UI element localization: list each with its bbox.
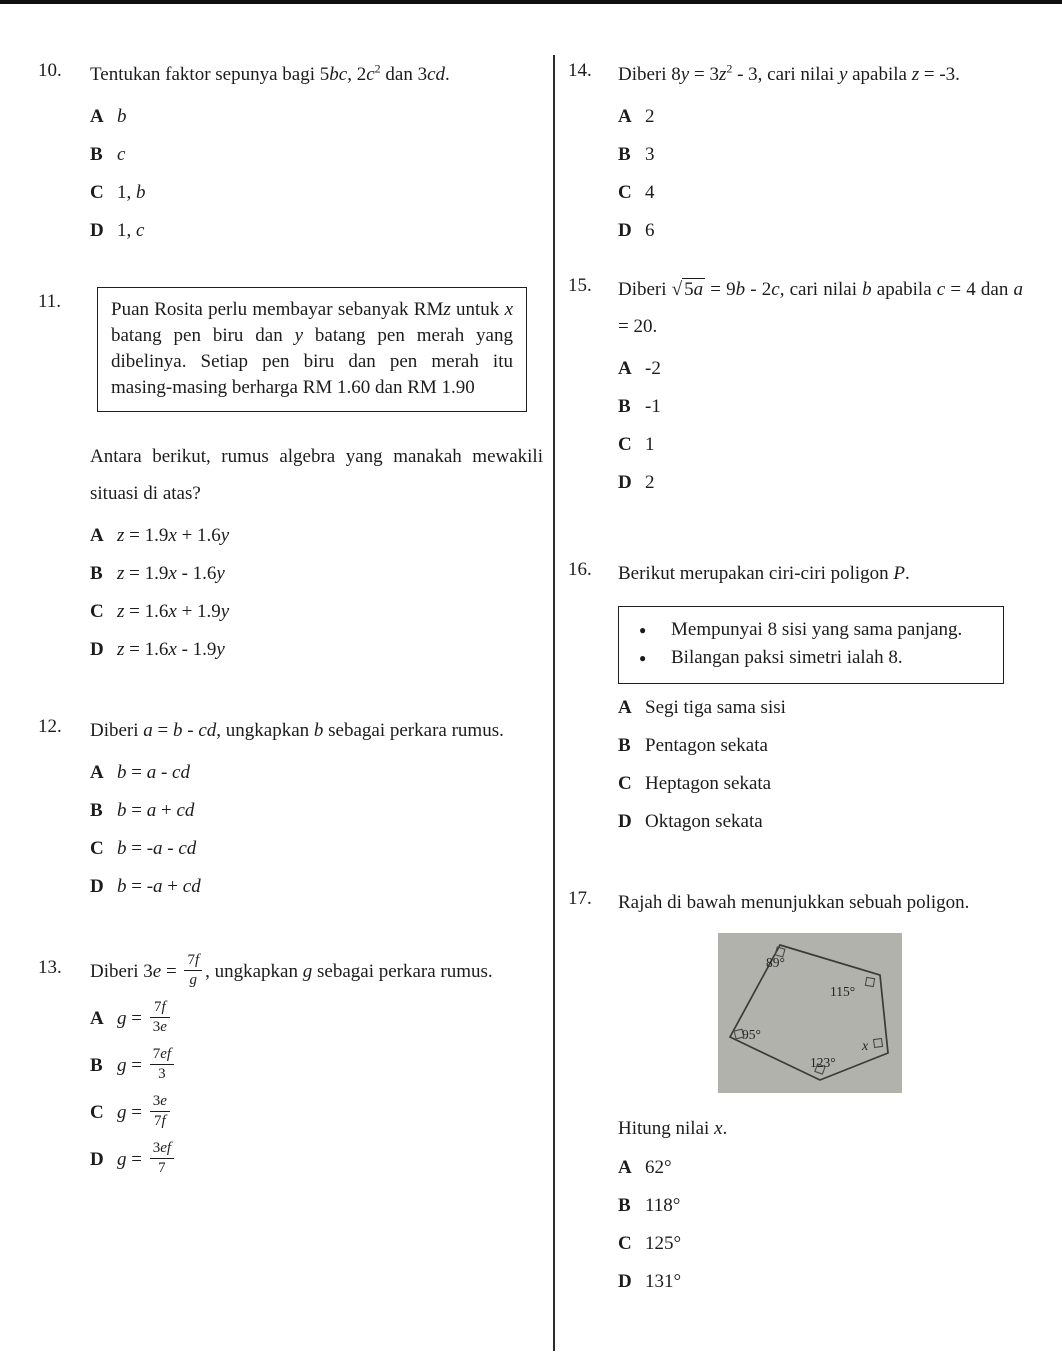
question-13-option-a [90, 1001, 543, 1038]
option-text: b [117, 106, 127, 127]
question-17-option-c [618, 1230, 1023, 1258]
question-13-options [90, 1001, 543, 1179]
question-11-statement-box: Puan Rosita perlu membayar sebanyak RMz untuk x batang pen biru dan y batang pen merah yang dibelinya. Setiap pen biru dan pen merah itu masing-masing berharga RM 1.60 dan RM 1.90 [97, 287, 527, 412]
question-10-options [90, 103, 543, 245]
option-text: g = $\frac{7ef}{3}$ [117, 1048, 543, 1085]
question-16-option-d [618, 808, 1023, 836]
option-label: D [618, 220, 632, 241]
option-text: 131° [645, 1271, 682, 1292]
question-15 [568, 271, 1023, 497]
option-text: 1, c [117, 220, 145, 241]
option-label: C [90, 1102, 104, 1123]
question-10-number: 10. [38, 60, 62, 81]
question-16-stem: Berikut merupakan ciri-ciri poligon P. [618, 563, 910, 584]
question-12-options [90, 759, 543, 901]
angle-label-123: 123° [810, 1055, 836, 1070]
option-text: g = $\frac{3e}{7f}$ [117, 1095, 543, 1132]
question-10-option-c [90, 179, 543, 207]
option-text: Heptagon sekata [645, 773, 772, 794]
question-10-option-b [90, 141, 543, 169]
question-12-option-c [90, 835, 543, 863]
option-text: 4 [645, 182, 655, 203]
question-15-number: 15. [568, 275, 592, 296]
option-label: B [90, 800, 103, 821]
question-15-options [618, 355, 1023, 497]
question-11-option-c [90, 598, 543, 626]
question-11-option-d [90, 636, 543, 664]
option-text: 118° [645, 1195, 681, 1216]
option-text: z = 1.6x + 1.9y [117, 601, 230, 622]
question-10-stem: Tentukan faktor sepunya bagi 5bc, $2c^2$ dan 3cd. [90, 61, 450, 85]
option-label: B [90, 144, 103, 165]
question-14 [568, 56, 1023, 245]
question-11-option-b [90, 560, 543, 588]
question-14-option-a [618, 103, 1023, 131]
option-label: A [618, 358, 632, 379]
option-text: b = -a + cd [117, 876, 201, 897]
option-text: Pentagon sekata [645, 735, 768, 756]
option-label: A [618, 697, 632, 718]
option-label: A [618, 106, 632, 127]
angle-label-115: 115° [830, 984, 856, 999]
question-10 [38, 56, 543, 245]
question-15-stem: Diberi √ 5a = 9b - 2c, cari nilai b apabila c = 4 dan a = 20. [618, 279, 1023, 337]
option-text: z = 1.9x + 1.6y [117, 525, 230, 546]
question-13-option-c [90, 1095, 543, 1132]
question-12 [38, 712, 543, 901]
option-label: A [90, 106, 104, 127]
option-text: z = 1.6x - 1.9y [117, 639, 225, 660]
question-11-stem: Antara berikut, rumus algebra yang manakah mewakili situasi di atas? [90, 446, 543, 504]
option-text: g = $\frac{7f}{3e}$ [117, 1001, 543, 1038]
question-15-option-b [618, 393, 1023, 421]
option-text: 2 [645, 472, 655, 493]
question-16-feature-box [618, 606, 1004, 684]
feature-bullet-1 [631, 617, 991, 643]
question-15-option-a [618, 355, 1023, 383]
option-label: C [618, 434, 632, 455]
angle-label-95: 95° [742, 1027, 761, 1042]
question-14-options [618, 103, 1023, 245]
question-14-option-b [618, 141, 1023, 169]
option-label: A [90, 1008, 104, 1029]
question-13-number: 13. [38, 957, 62, 978]
option-label: B [618, 1195, 631, 1216]
question-17-number: 17. [568, 888, 592, 909]
option-label: B [618, 144, 631, 165]
option-text: b = a - cd [117, 762, 190, 783]
option-label: A [90, 762, 104, 783]
option-text: 125° [645, 1233, 682, 1254]
option-text: 6 [645, 220, 655, 241]
option-label: D [90, 876, 104, 897]
question-12-option-d [90, 873, 543, 901]
bullet-icon: ● [639, 651, 647, 665]
question-11 [38, 287, 543, 664]
question-14-option-c [618, 179, 1023, 207]
bullet-icon: ● [639, 623, 647, 637]
option-label: B [618, 735, 631, 756]
polygon-figure [718, 933, 1023, 1098]
option-text: b = -a - cd [117, 838, 197, 859]
question-10-option-d [90, 217, 543, 245]
question-17-option-a [618, 1154, 1023, 1182]
question-11-number: 11. [38, 291, 62, 312]
polygon-figure-svg [718, 933, 902, 1093]
option-text: -1 [645, 396, 661, 417]
option-label: D [618, 472, 632, 493]
question-12-stem: Diberi a = b - cd, ungkapkan b sebagai perkara rumus. [90, 720, 504, 741]
question-12-option-a [90, 759, 543, 787]
option-label: C [618, 1233, 632, 1254]
question-17-option-b [618, 1192, 1023, 1220]
question-16-options [618, 694, 1023, 836]
option-label: C [618, 773, 632, 794]
question-16-number: 16. [568, 559, 592, 580]
option-label: A [618, 1157, 632, 1178]
option-text: 62° [645, 1157, 672, 1178]
question-13 [38, 953, 543, 1179]
option-text: c [117, 144, 126, 165]
question-16-option-b [618, 732, 1023, 760]
option-label: D [618, 811, 632, 832]
option-label: C [90, 601, 104, 622]
option-text: 3 [645, 144, 655, 165]
option-text: Oktagon sekata [645, 811, 763, 832]
option-text: Segi tiga sama sisi [645, 697, 786, 718]
option-text: 1, b [117, 182, 146, 203]
option-label: D [90, 1149, 104, 1170]
option-label: C [90, 838, 104, 859]
question-11-options [90, 522, 543, 664]
angle-label-x: x [862, 1039, 869, 1054]
column-divider [553, 55, 555, 1351]
option-label: B [90, 563, 103, 584]
question-13-option-b [90, 1048, 543, 1085]
question-14-number: 14. [568, 60, 592, 81]
question-17-stem: Rajah di bawah menunjukkan sebuah poligon. [618, 892, 970, 913]
option-label: D [90, 639, 104, 660]
question-17-options [618, 1154, 1023, 1296]
feature-bullet-2 [631, 645, 991, 671]
option-text: z = 1.9x - 1.6y [117, 563, 225, 584]
question-10-option-a [90, 103, 543, 131]
option-label: B [618, 396, 631, 417]
right-column [568, 0, 1023, 1296]
option-label: A [90, 525, 104, 546]
option-text: 1 [645, 434, 655, 455]
question-12-number: 12. [38, 716, 62, 737]
question-16 [568, 555, 1023, 836]
question-17-post-stem: Hitung nilai x. [618, 1118, 728, 1139]
option-text: -2 [645, 358, 661, 379]
option-label: D [618, 1271, 632, 1292]
option-text: 2 [645, 106, 655, 127]
option-text: b = a + cd [117, 800, 195, 821]
option-label: C [90, 182, 104, 203]
question-16-option-c [618, 770, 1023, 798]
question-12-option-b [90, 797, 543, 825]
question-17 [568, 884, 1023, 1296]
question-13-option-d [90, 1142, 543, 1179]
question-13-stem: Diberi 3e = $\frac{7f}{g}$ , ungkapkan g sebagai perkara rumus. [90, 952, 493, 989]
option-label: C [618, 182, 632, 203]
angle-label-89: 89° [766, 955, 785, 970]
question-17-option-d [618, 1268, 1023, 1296]
question-16-option-a [618, 694, 1023, 722]
left-column [38, 0, 543, 1179]
question-11-option-a [90, 522, 543, 550]
option-text: g = $\frac{3ef}{7}$ [117, 1142, 543, 1179]
bullet-text: Bilangan paksi simetri ialah 8. [671, 647, 903, 668]
question-15-option-d [618, 469, 1023, 497]
question-15-option-c [618, 431, 1023, 459]
question-14-stem: Diberi $8y = 3z^2 - 3$, cari nilai y apabila z = -3. [618, 61, 960, 85]
option-label: D [90, 220, 104, 241]
bullet-text: Mempunyai 8 sisi yang sama panjang. [671, 619, 963, 640]
question-14-option-d [618, 217, 1023, 245]
option-label: B [90, 1055, 103, 1076]
